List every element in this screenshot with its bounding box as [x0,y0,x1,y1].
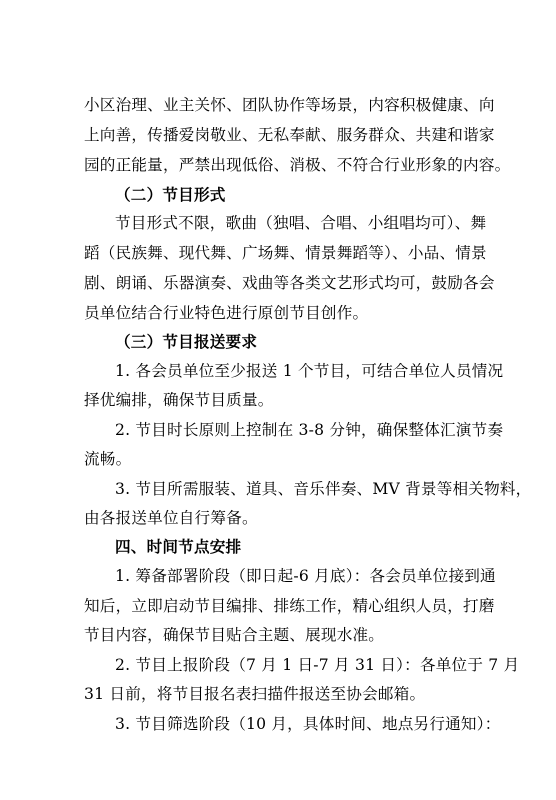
text-line: 2. 节目上报阶段（7 月 1 日-7 月 31 日）：各单位于 7 月 [115,656,520,674]
text-line: 1. 筹备部署阶段（即日起-6 月底）：各会员单位接到通 [115,567,496,585]
text-line: 3. 节目所需服装、道具、音乐伴奏、MV 背景等相关物料， [115,480,532,498]
text-line: 剧、朗诵、乐器演奏、戏曲等各类文艺形式均可，鼓励各会 [84,274,495,292]
text-line: 择优编排，确保节目质量。 [84,391,274,409]
text-line: 节目内容，确保节目贴合主题、展现水准。 [84,626,385,644]
text-line: 1. 各会员单位至少报送 1 个节目，可结合单位人员情况 [115,362,504,380]
text-line: 小区治理、业主关怀、团队协作等场景，内容积极健康、向 [84,96,495,114]
text-line: 31 日前，将节目报名表扫描件报送至协会邮箱。 [84,685,426,703]
text-line: 2. 节目时长原则上控制在 3-8 分钟，确保整体汇演节奏 [115,421,504,439]
section-heading: （三）节目报送要求 [115,332,258,351]
text-line: 流畅。 [84,450,132,468]
text-line: 由各报送单位自行筹备。 [84,509,258,527]
section-heading: 四、时间节点安排 [115,537,242,556]
text-line: 节目形式不限，歌曲（独唱、合唱、小组唱均可）、舞 [115,214,487,232]
text-line: 上向善，传播爱岗敬业、无私奉献、服务群众、共建和谐家 [84,126,495,144]
text-line: 3. 节目筛选阶段（10 月，具体时间、地点另行通知）： [115,715,501,733]
text-line: 员单位结合行业特色进行原创节目创作。 [84,304,369,322]
text-line: 知后，立即启动节目编排、排练工作，精心组织人员，打磨 [84,597,495,615]
section-heading: （二）节目形式 [115,185,226,204]
text-line: 园的正能量，严禁出现低俗、消极、不符合行业形象的内容。 [84,156,511,174]
text-line: 蹈（民族舞、现代舞、广场舞、情景舞蹈等）、小品、情景 [84,244,487,262]
